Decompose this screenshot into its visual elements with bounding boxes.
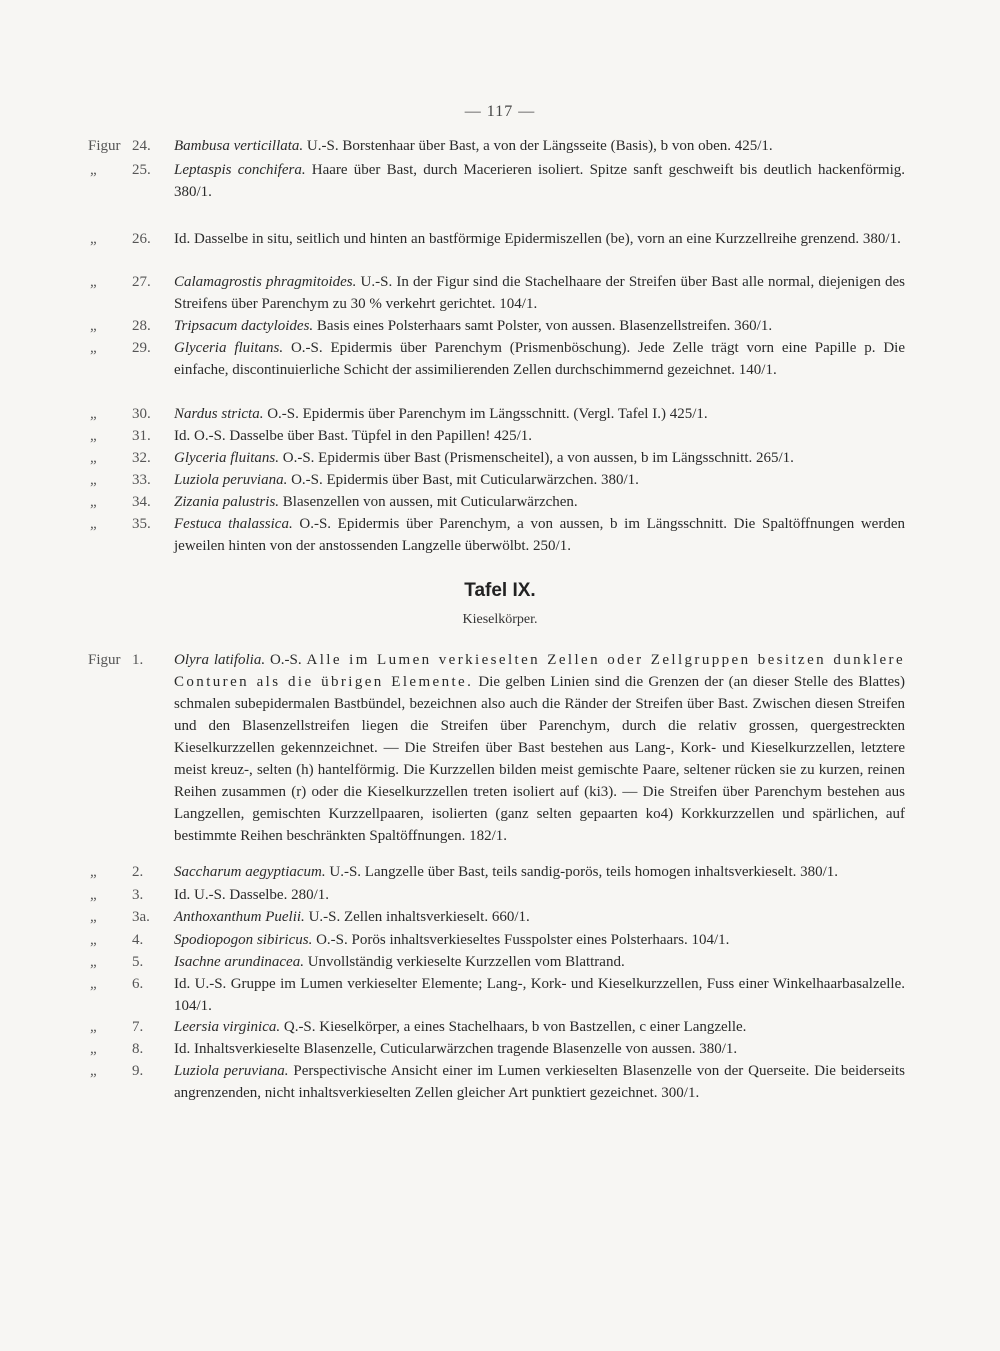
ditto-mark: „ (90, 976, 97, 992)
ditto-mark: „ (90, 450, 97, 466)
figure-label: Figur (88, 652, 121, 668)
ditto-mark: „ (90, 1041, 97, 1057)
figure-description: U.-S. Langzelle über Bast, teils sandig-porös, teils homogen inhaltsverkieselt. 380/1. (325, 864, 839, 880)
figure-description: Id. O.-S. Dasselbe über Bast. Tüpfel in den Papillen! 425/1. (174, 428, 532, 444)
species-name: Luziola peruviana. (174, 472, 288, 488)
ditto-mark: „ (90, 494, 97, 510)
figure-number: 5. (132, 954, 144, 970)
figure-description: O.-S. Epidermis über Bast (Prismenscheitel), a von aussen, b im Längsschnitt. 265/1. (279, 450, 794, 466)
figure-description: Id. U.-S. Dasselbe. 280/1. (174, 887, 329, 903)
figure-number: 6. (132, 976, 144, 992)
figure-number: 33. (132, 472, 151, 488)
figure-number: 29. (132, 340, 151, 356)
figure-number: 2. (132, 864, 144, 880)
emphasized-text: Alle im Lumen verkieselten Zellen oder Zellgruppen besitzen dunklere Conturen als die übrigen Elemente. (174, 652, 906, 690)
species-name: Tripsacum dactyloides. (174, 318, 314, 334)
figure-description: Unvollständig verkieselte Kurzzellen vom Blattrand. (303, 954, 625, 970)
figure-number: 34. (132, 494, 151, 510)
figure-number: 7. (132, 1019, 144, 1035)
species-name: Luziola peruviana. (174, 1063, 289, 1079)
figure-description: Q.-S. Kieselkörper, a eines Stachelhaars, b von Bastzellen, c einer Langzelle. (280, 1019, 747, 1035)
ditto-mark: „ (90, 516, 97, 532)
ditto-mark: „ (90, 909, 97, 925)
section-title: Tafel IX. (464, 580, 536, 601)
figure-description: Blasenzellen von aussen, mit Cuticularwärzchen. (279, 494, 578, 510)
ditto-mark: „ (90, 472, 97, 488)
figure-description: Haare über Bast, durch Macerieren isoliert. Spitze sanft geschweift bis deutlich hackenförmig. 380/1. (174, 162, 905, 200)
ditto-mark: „ (90, 887, 97, 903)
figure-description: O.-S. Epidermis über Parenchym, a von aussen, b im Längsschnitt. Die Spaltöffnungen werden jeweilen hinten von der anstossenden Langzelle überwölbt. 250/1. (174, 516, 905, 554)
figure-number: 31. (132, 428, 151, 444)
figure-description: U.-S. Zellen inhaltsverkieselt. 660/1. (304, 909, 530, 925)
figure-description-continued: Die gelben Linien sind die Grenzen der (an dieser Stelle des Blattes) schmalen subepidermalen Bastbündel, bezeichnen also auch die Ränder der Streifen über Bast. Zwischen diesen Streifen und den Blasenzellstreifen liegen die Streifen über Parenchym, durch die relativ grossen, quergestreckten Kieselkurzzellen gekennzeichnet. — Die Streifen über Bast bestehen aus Lang-, Kork- und Kieselkurzzellen, letztere meist kreuz-, selten (h) hantelförmig. Die Kurzzellen bilden meist gemischte Paare, seltener rücken sie zu kurzen, reinen Reihen zusammen (r) oder die Kieselkurzzellen treten isoliert auf (ki3). — Die Streifen über Parenchym bestehen aus Langzellen, gemischten Kurzzellpaaren, isolierten (ganz selten gepaarten ko4) Korkkurzzellen und spärlichen, auf bestimmte Reihen beschränkten Spaltöffnungen. 182/1. (174, 674, 906, 844)
species-name: Glyceria fluitans. (174, 450, 279, 466)
figure-description: Id. Inhaltsverkieselte Blasenzelle, Cuticularwärzchen tragende Blasenzelle von aussen. 380/1. (174, 1041, 738, 1057)
figure-number: 3. (132, 887, 144, 903)
figure-label: Figur (88, 138, 121, 154)
section-subtitle: Kieselkörper. (462, 612, 538, 627)
species-name: Leersia virginica. (174, 1019, 281, 1035)
ditto-mark: „ (90, 340, 97, 356)
figure-number: 35. (132, 516, 151, 532)
figure-number: 3a. (132, 909, 150, 925)
figure-description: O.-S. Porös inhaltsverkieseltes Fusspolster eines Polsterhaars. 104/1. (312, 932, 730, 948)
species-name: Bambusa verticillata. (174, 138, 304, 154)
figure-number: 28. (132, 318, 151, 334)
figure-number: 8. (132, 1041, 144, 1057)
ditto-mark: „ (90, 954, 97, 970)
species-name: Zizania palustris. (174, 494, 280, 510)
figure-number: 27. (132, 274, 151, 290)
figure-number: 26. (132, 231, 151, 247)
figure-description: O.-S. Epidermis über Bast, mit Cuticularwärzchen. 380/1. (287, 472, 639, 488)
ditto-mark: „ (90, 318, 97, 334)
page-number: — 117 — (464, 103, 536, 120)
figure-description: Id. Dasselbe in situ, seitlich und hinten an bastförmige Epidermiszellen (be), vorn an eine Kurzzellreihe grenzend. 380/1. (174, 231, 901, 247)
figure-number: 32. (132, 450, 151, 466)
figure-number: 25. (132, 162, 151, 178)
figure-description: O.-S. (265, 652, 307, 668)
species-name: Calamagrostis phragmitoides. (174, 274, 357, 290)
figure-description: Id. U.-S. Gruppe im Lumen verkieselter Elemente; Lang-, Kork- und Kieselkurzzellen, Fuss einer Winkelhaarbasalzelle. 104/1. (174, 976, 905, 1014)
figure-number: 30. (132, 406, 151, 422)
species-name: Leptaspis conchifera. (174, 162, 306, 178)
species-name: Anthoxanthum Puelii. (174, 909, 305, 925)
figure-number: 24. (132, 138, 151, 154)
ditto-mark: „ (90, 231, 97, 247)
species-name: Nardus stricta. (174, 406, 264, 422)
figure-number: 1. (132, 652, 144, 668)
ditto-mark: „ (90, 932, 97, 948)
ditto-mark: „ (90, 406, 97, 422)
figure-number: 4. (132, 932, 144, 948)
species-name: Olyra latifolia. (174, 652, 266, 668)
figure-number: 9. (132, 1063, 144, 1079)
species-name: Festuca thalassica. (174, 516, 293, 532)
species-name: Spodiopogon sibiricus. (174, 932, 313, 948)
ditto-mark: „ (90, 274, 97, 290)
species-name: Saccharum aegyptiacum. (174, 864, 326, 880)
ditto-mark: „ (90, 864, 97, 880)
figure-description: Basis eines Polsterhaars samt Polster, von aussen. Blasenzellstreifen. 360/1. (313, 318, 773, 334)
figure-description: U.-S. In der Figur sind die Stachelhaare der Streifen über Bast alle normal, diejenigen des Streifens über Parenchym zu 30 % verkehrt gerichtet. 104/1. (174, 274, 905, 312)
species-name: Isachne arundinacea. (174, 954, 304, 970)
figure-description: O.-S. Epidermis über Parenchym im Längsschnitt. (Vergl. Tafel I.) 425/1. (263, 406, 708, 422)
ditto-mark: „ (90, 428, 97, 444)
ditto-mark: „ (90, 1019, 97, 1035)
figure-description: U.-S. Borstenhaar über Bast, a von der Längsseite (Basis), b von oben. 425/1. (303, 138, 773, 154)
figure-description: O.-S. Epidermis über Parenchym (Prismenböschung). Jede Zelle trägt vorn eine Papille p. Die einfache, discontinuierliche Schicht der assimilierenden Zellen durchschimmernd gezeichnet. 140/1. (174, 340, 905, 378)
ditto-mark: „ (90, 1063, 97, 1079)
ditto-mark: „ (90, 162, 97, 178)
figure-description: Perspectivische Ansicht einer im Lumen verkieselten Blasenzelle von der Querseite. Die beiderseits angrenzenden, nicht inhaltsverkieselten Zellen gleicher Art punktiert gezeichnet. 300/1. (174, 1063, 905, 1101)
species-name: Glyceria fluitans. (174, 340, 284, 356)
